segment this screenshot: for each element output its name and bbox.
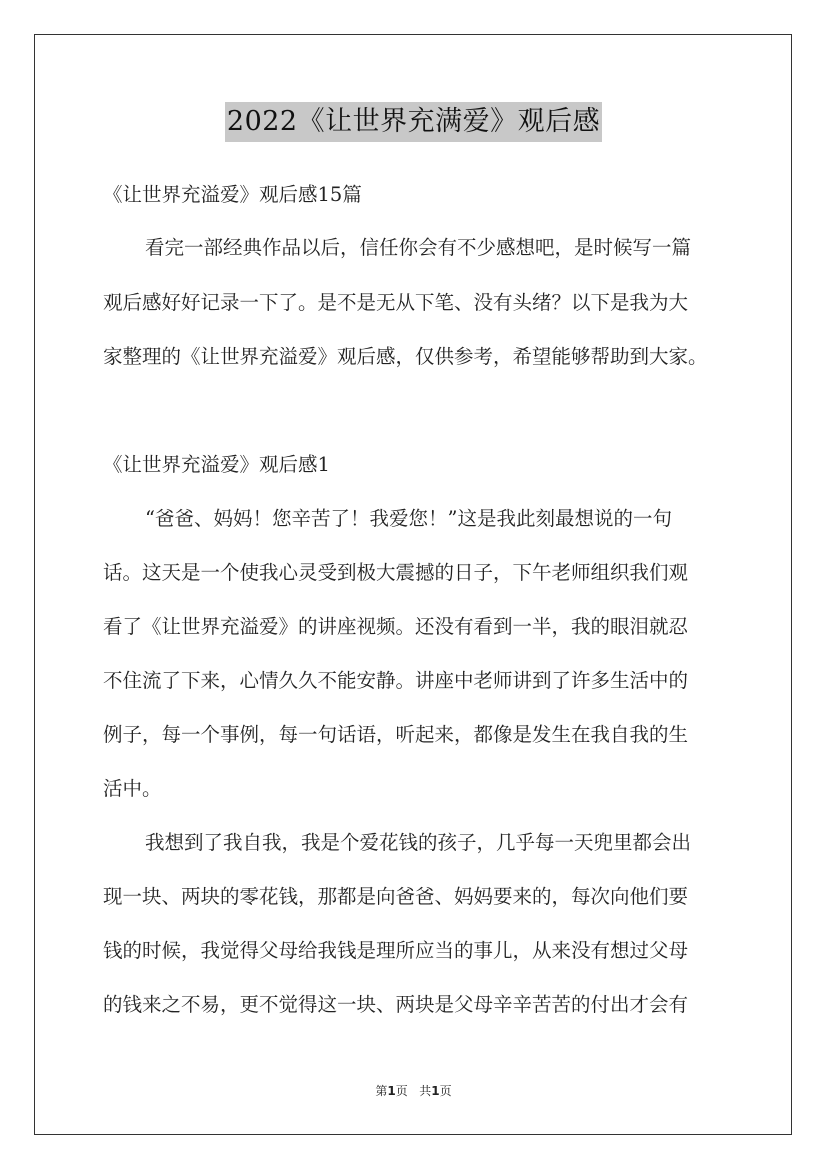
- title-container: [0, 102, 827, 142]
- paragraph-line: 看了《让世界充溢爱》的讲座视频。还没有看到一半，我的眼泪就忍: [103, 615, 689, 638]
- paragraph-line: 话。这天是一个使我心灵受到极大震撼的日子，下午老师组织我们观: [103, 561, 689, 584]
- subtitle: 《让世界充溢爱》观后感15篇: [103, 183, 362, 206]
- page-suffix: 页: [395, 1084, 408, 1098]
- total-pages: 1: [431, 1084, 440, 1098]
- paragraph-line: 现一块、两块的零花钱，那都是向爸爸、妈妈要来的，每次向他们要: [103, 885, 689, 908]
- total-suffix: 页: [439, 1084, 452, 1098]
- paragraph-line: 的钱来之不易，更不觉得这一块、两块是父母辛辛苦苦的付出才会有: [103, 993, 689, 1016]
- total-prefix: 共: [419, 1084, 432, 1098]
- paragraph-line: 不住流了下来，心情久久不能安静。讲座中老师讲到了许多生活中的: [103, 669, 689, 692]
- paragraph-line: “爸爸、妈妈！您辛苦了！我爱您！”这是我此刻最想说的一句: [145, 507, 672, 530]
- paragraph-line: 钱的时候，我觉得父母给我钱是理所应当的事儿，从来没有想过父母: [103, 939, 689, 962]
- paragraph-line: 例子，每一个事例，每一句话语，听起来，都像是发生在我自我的生: [103, 723, 689, 746]
- intro-line: 看完一部经典作品以后，信任你会有不少感想吧，是时候写一篇: [145, 236, 692, 259]
- paragraph-line: 活中。: [103, 777, 162, 800]
- section-heading: 《让世界充溢爱》观后感1: [103, 453, 330, 476]
- page-prefix: 第: [375, 1084, 388, 1098]
- intro-line: 观后感好好记录一下了。是不是无从下笔、没有头绪？以下是我为大: [103, 291, 689, 314]
- intro-line: 家整理的《让世界充溢爱》观后感，仅供参考，希望能够帮助到大家。: [103, 345, 708, 368]
- page-footer: [0, 1082, 827, 1099]
- page-number: 1: [387, 1084, 396, 1098]
- paragraph-line: 我想到了我自我，我是个爱花钱的孩子，几乎每一天兜里都会出: [145, 831, 692, 854]
- document-title: 2022《让世界充满爱》观后感: [225, 102, 602, 142]
